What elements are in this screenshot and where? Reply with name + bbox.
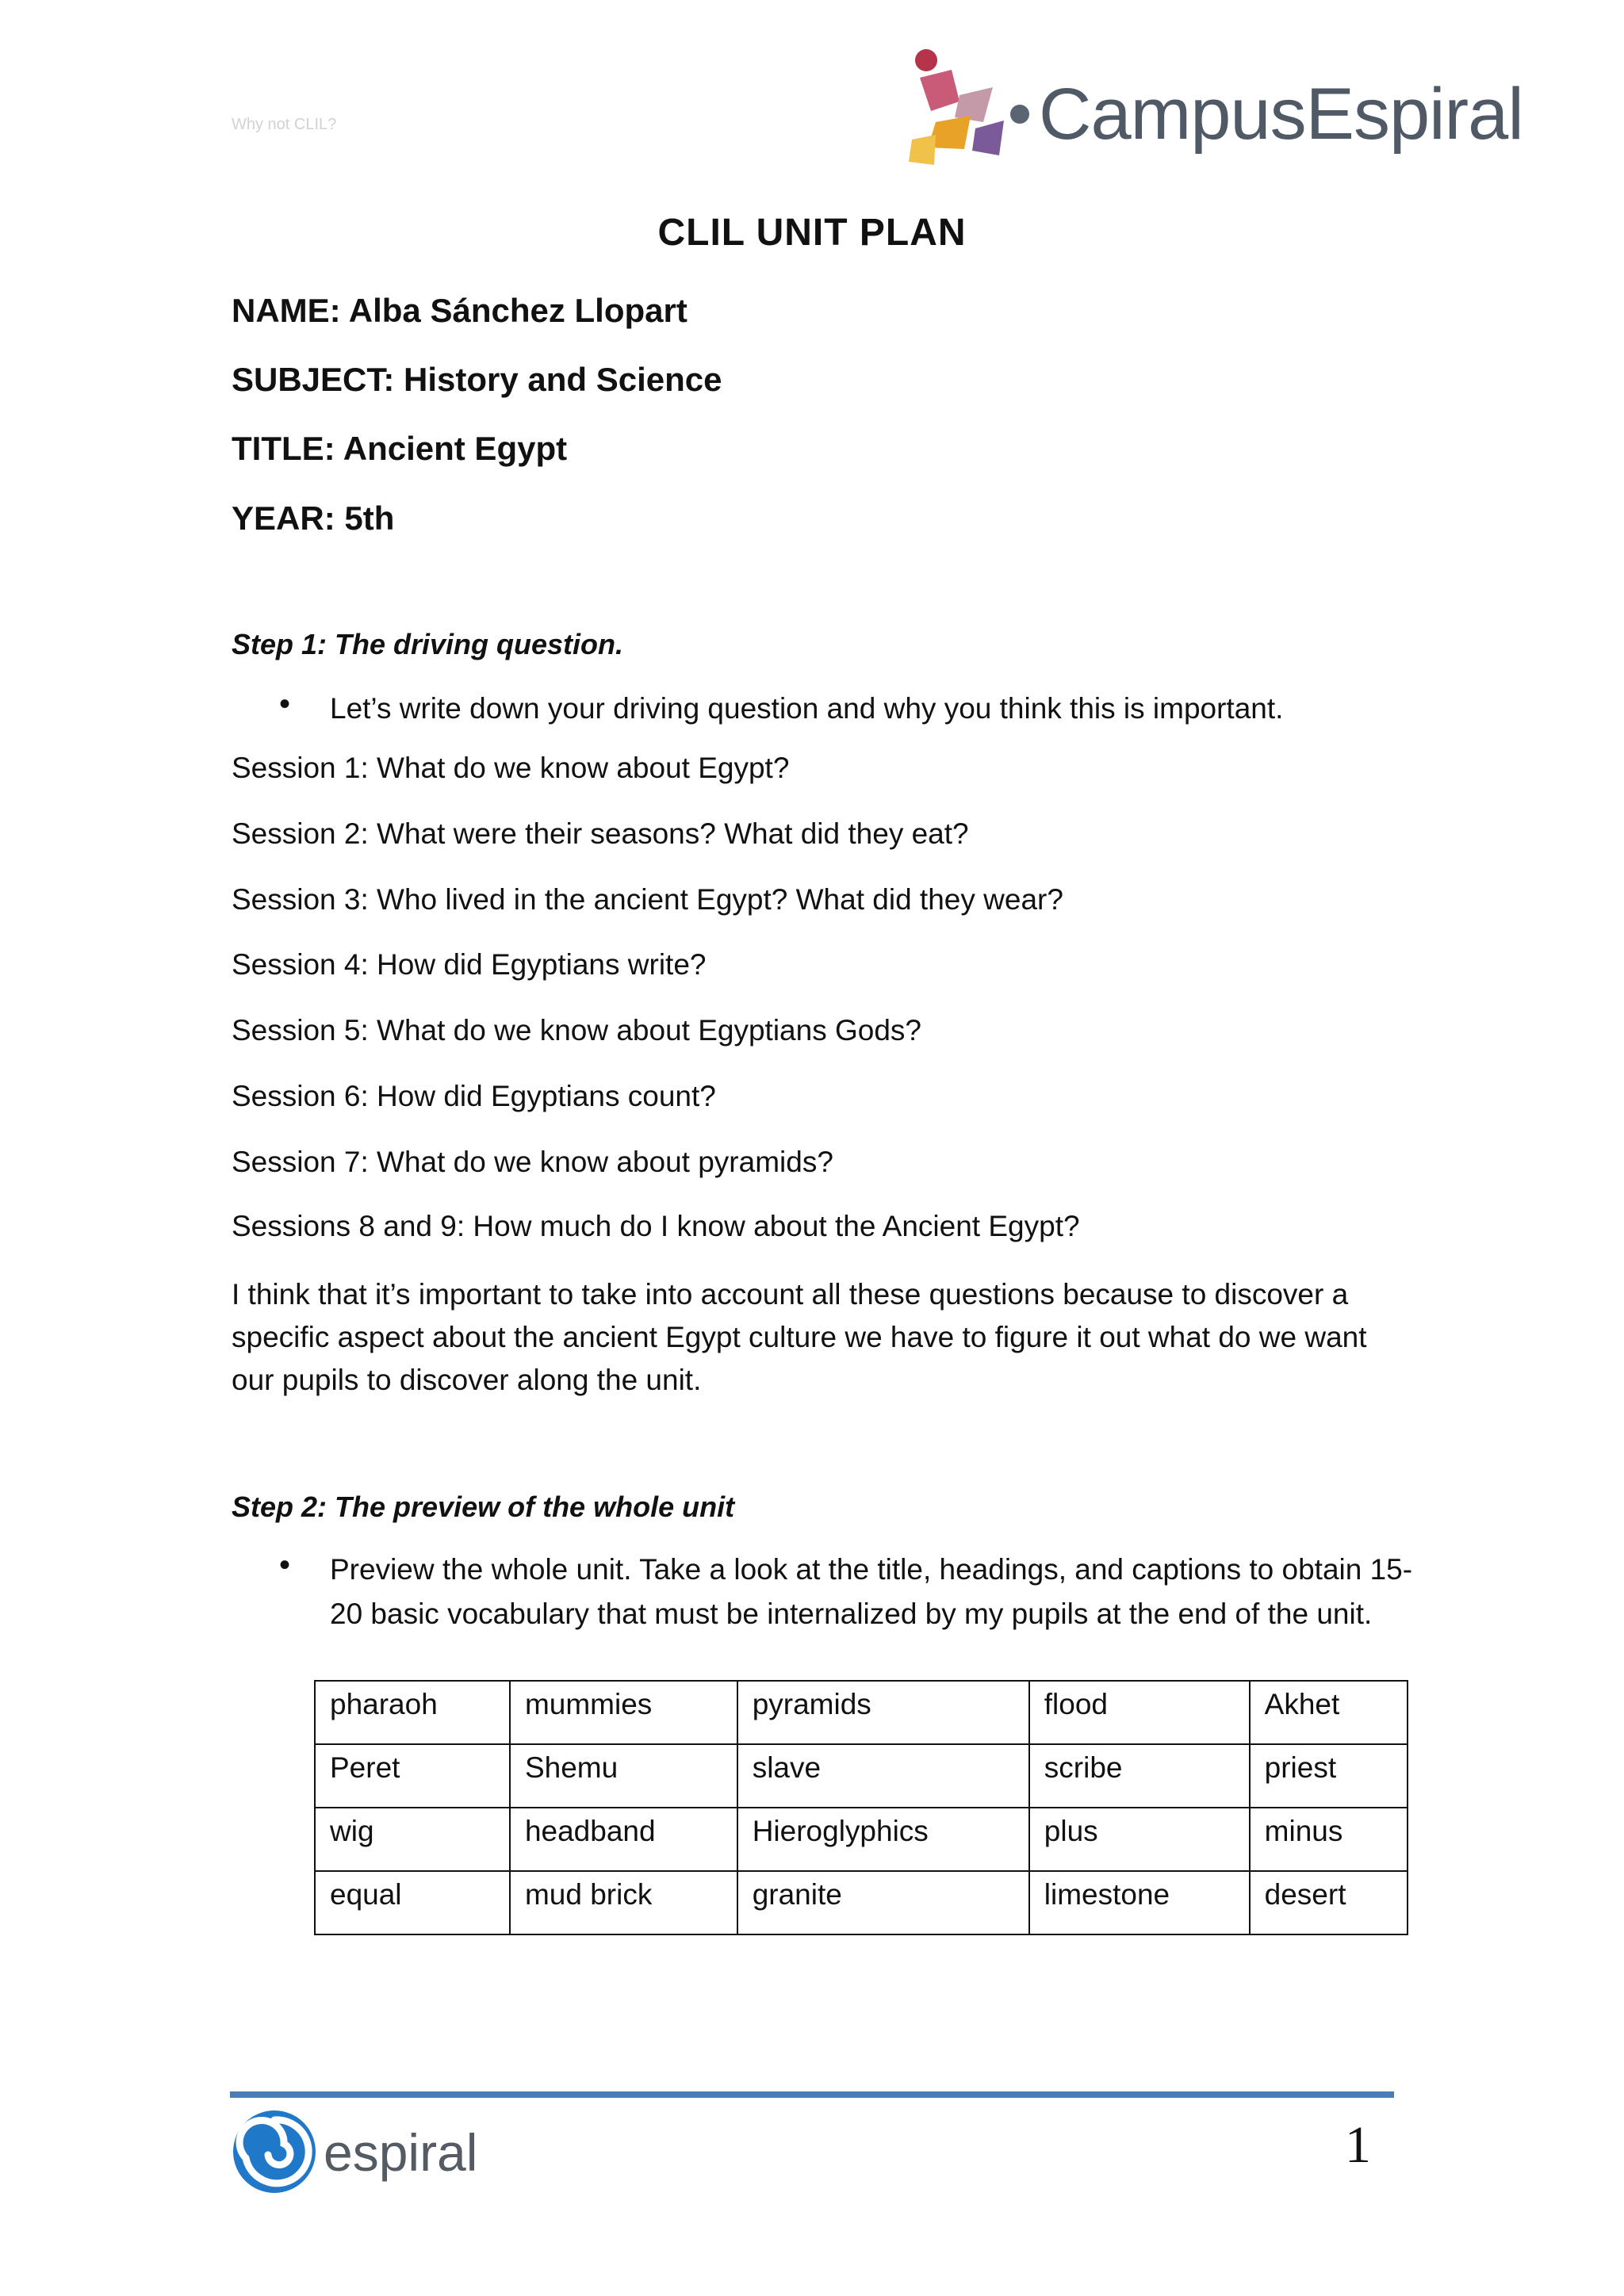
logo-text: CampusEspiral [1039,74,1523,155]
logo-mark-icon [909,49,1029,165]
year-line: YEAR: 5th [232,499,395,537]
vocab-cell: granite [737,1871,1029,1934]
table-row [315,1808,1408,1871]
session-line: Session 4: How did Egyptians write? [232,948,707,981]
table-row [315,1744,1408,1808]
spiral-icon [233,2110,316,2193]
document-title: CLIL UNIT PLAN [657,212,967,254]
session-line: Session 1: What do we know about Egypt? [232,752,790,784]
vocab-cell: Shemu [510,1744,737,1808]
vocab-cell: scribe [1029,1744,1250,1808]
table-row [315,1681,1408,1744]
vocab-cell: plus [1029,1808,1250,1871]
name-line: NAME: Alba Sánchez Llopart [232,292,688,329]
step1-paragraph: I think that it’s important to take into account all these questions because to discover a specific aspect about the ancient Egypt culture we have to figure it out what do we want our pupils to discover along the unit. [232,1278,1367,1396]
espiral-logo-text: espiral [324,2123,478,2182]
vocab-cell: Hieroglyphics [737,1808,1029,1871]
vocab-cell: equal [315,1871,510,1934]
bullet-icon: • [279,687,291,721]
table-row [315,1871,1408,1934]
step1-bullet: Let’s write down your driving question and why you think this is important. [330,692,1284,725]
step1-heading: Step 1: The driving question. [232,628,624,660]
vocab-cell: pyramids [737,1681,1029,1744]
vocab-cell: Akhet [1250,1681,1408,1744]
header-note: Why not CLIL? [232,116,337,133]
page-number: 1 [1345,2116,1371,2174]
vocab-cell: wig [315,1808,510,1871]
subject-line: SUBJECT: History and Science [232,361,722,398]
vocab-cell: Peret [315,1744,510,1808]
vocab-cell: minus [1250,1808,1408,1871]
session-line: Session 5: What do we know about Egyptians Gods? [232,1014,922,1047]
vocab-cell: priest [1250,1744,1408,1808]
vocab-cell: mud brick [510,1871,737,1934]
vocab-cell: flood [1029,1681,1250,1744]
espiral-logo [230,2103,484,2196]
vocab-cell: mummies [510,1681,737,1744]
session-line: Session 3: Who lived in the ancient Egypt? What did they wear? [232,883,1063,916]
vocab-cell: limestone [1029,1871,1250,1934]
session-line: Session 2: What were their seasons? What did they eat? [232,817,969,850]
session-line: Sessions 8 and 9: How much do I know about the Ancient Egypt? [232,1210,1080,1242]
step2-heading: Step 2: The preview of the whole unit [232,1490,735,1523]
title-line: TITLE: Ancient Egypt [232,430,568,467]
vocabulary-table [314,1680,1408,1935]
bullet-icon: • [279,1548,291,1582]
session-line: Session 7: What do we know about pyramids? [232,1146,833,1178]
vocab-cell: headband [510,1808,737,1871]
footer-rule [230,2091,1394,2098]
vocab-cell: pharaoh [315,1681,510,1744]
vocab-cell: slave [737,1744,1029,1808]
session-line: Session 6: How did Egyptians count? [232,1080,716,1112]
step2-bullet: Preview the whole unit. Take a look at the title, headings, and captions to obtain 15-20 basic vocabulary that must be internalized by my pupils at the end of the unit. [330,1553,1413,1630]
vocab-cell: desert [1250,1871,1408,1934]
